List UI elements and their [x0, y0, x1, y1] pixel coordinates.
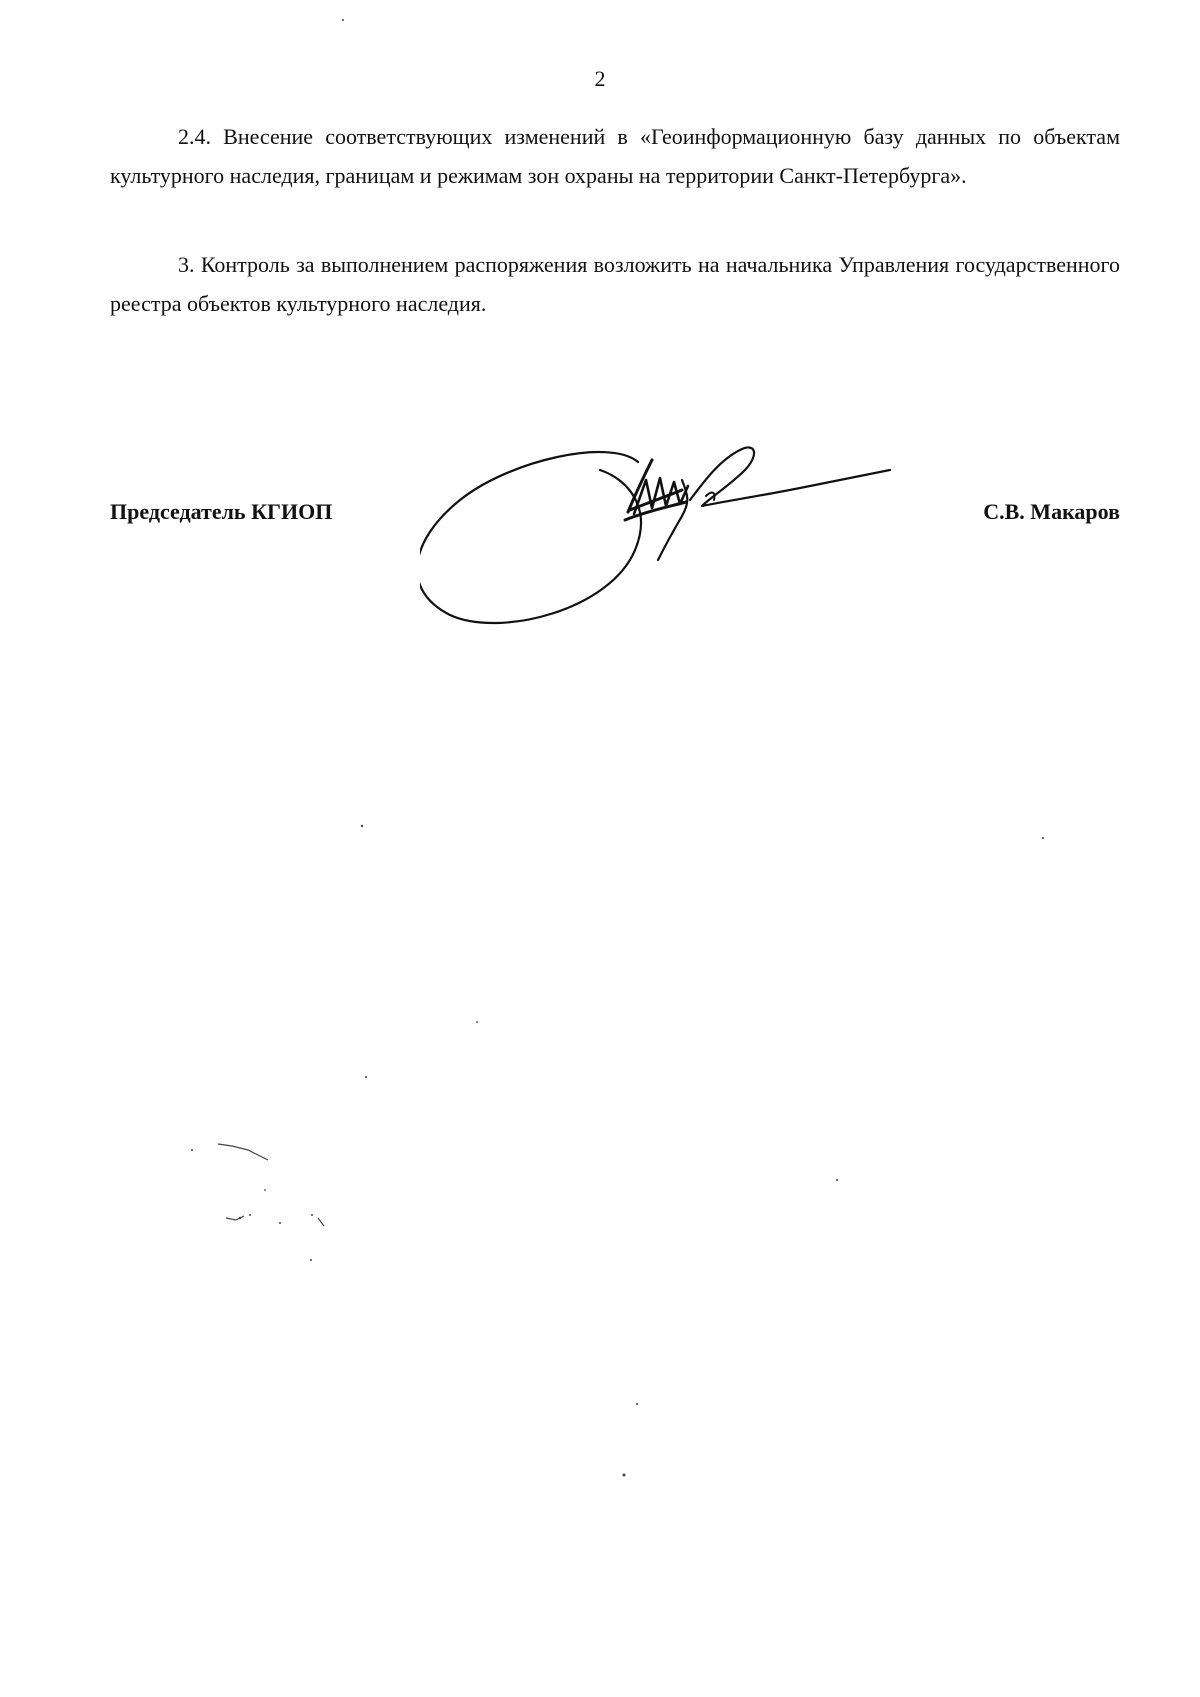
handwritten-signature [420, 440, 940, 640]
paragraph-2-4: 2.4. Внесение соответствующих изменений в «Геоинформационную базу данных по объектам культурного наследия, границам и режимам зон охраны на территории Санкт-Петербурга». [110, 124, 1120, 188]
page-number: 2 [594, 66, 606, 91]
signer-name: С.В. Макаров [983, 499, 1120, 524]
paragraph-3: 3. Контроль за выполнением распоряжения возложить на начальника Управления государственного реестра объектов культурного наследия. [110, 252, 1120, 316]
signer-position: Председатель КГИОП [110, 499, 333, 524]
